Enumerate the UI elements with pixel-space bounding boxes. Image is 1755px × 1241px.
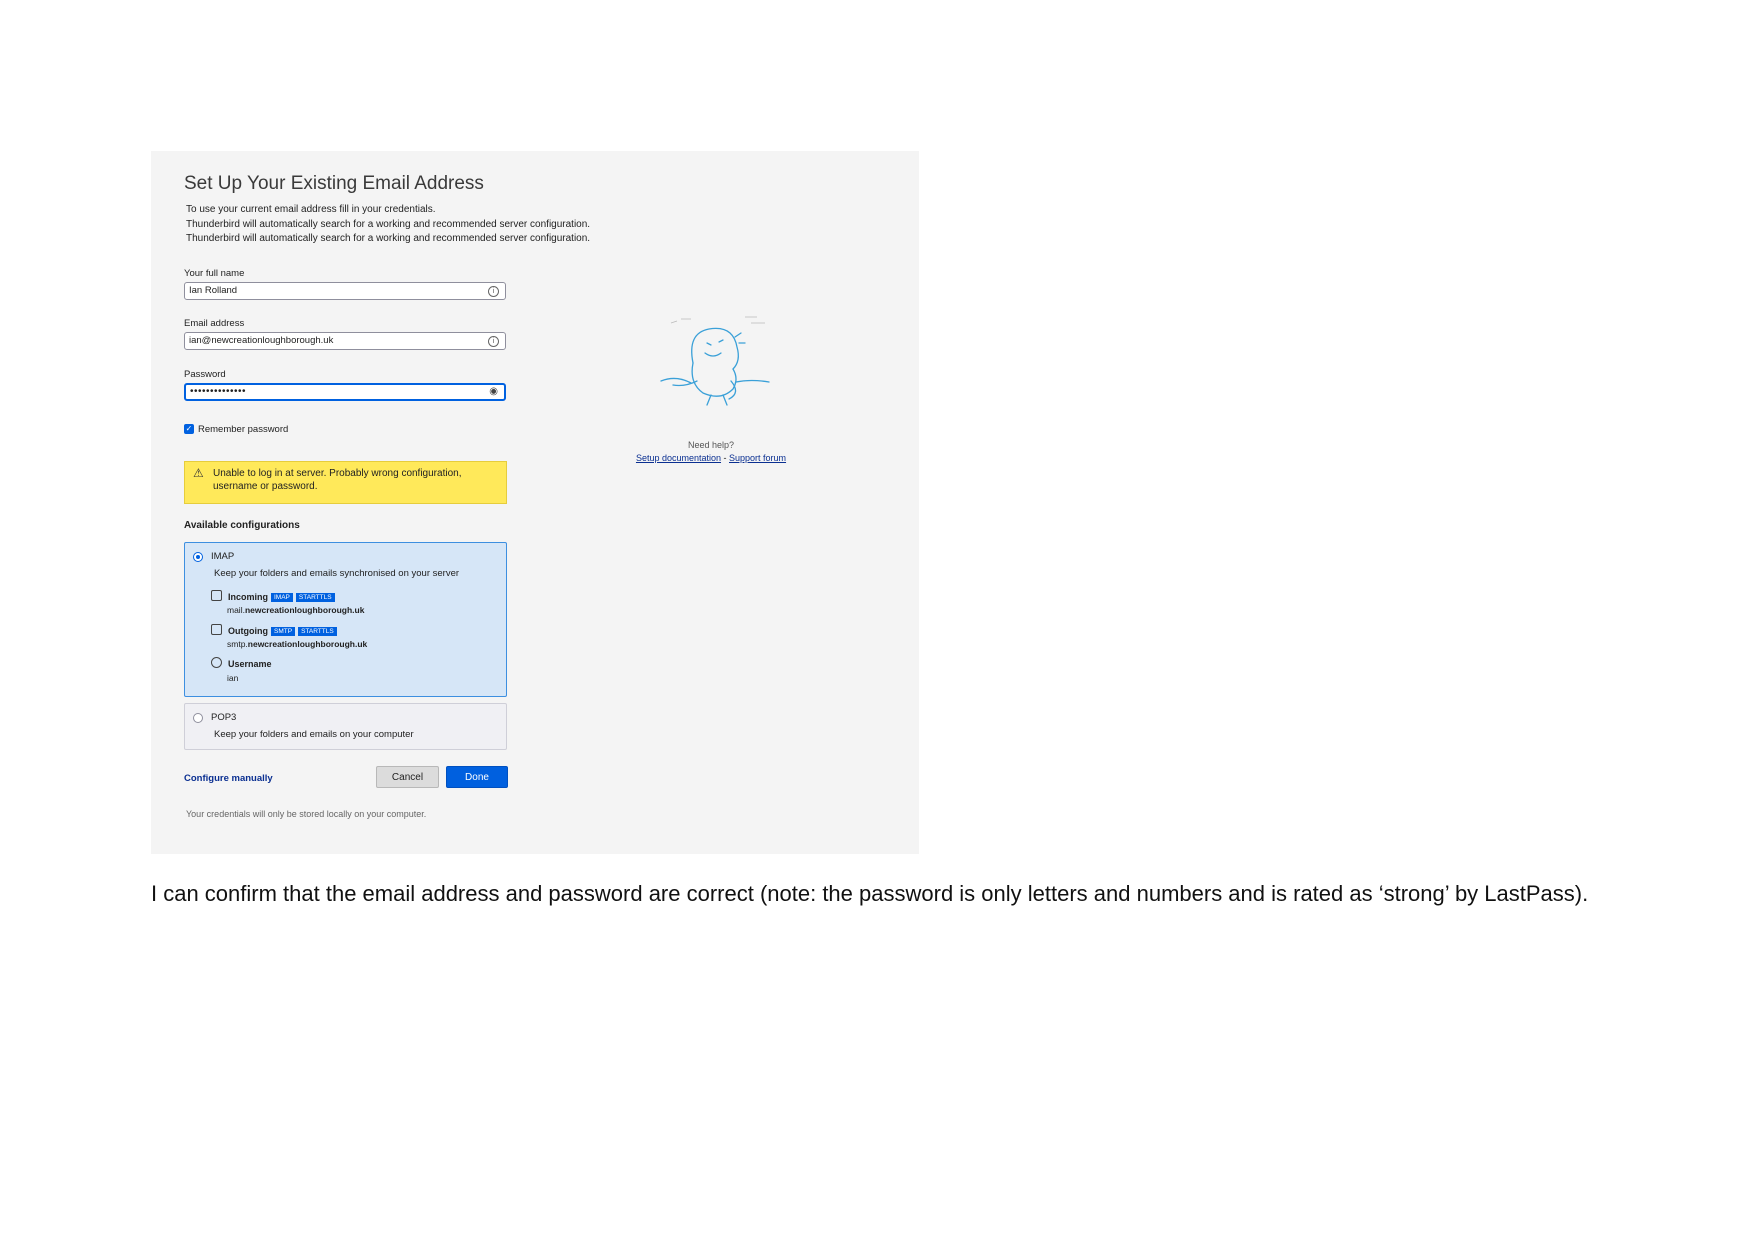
outgoing-server-icon <box>211 624 222 635</box>
incoming-label: Incoming <box>228 592 268 602</box>
incoming-host-prefix: mail. <box>227 605 245 615</box>
username-value: ian <box>227 673 239 683</box>
email-field[interactable] <box>184 332 506 350</box>
pop3-name: POP3 <box>211 712 237 723</box>
outgoing-row <box>211 624 337 636</box>
email-label: Email address <box>184 318 245 329</box>
intro-line: Thunderbird will automatically search for a working and recommended server configuration. <box>186 233 591 244</box>
intro-line: Thunderbird will automatically search for a working and recommended server configuration. <box>186 218 591 230</box>
incoming-host <box>227 605 364 615</box>
dialog-title: Set Up Your Existing Email Address <box>184 173 484 194</box>
outgoing-protocol-tag: SMTP <box>271 627 295 636</box>
incoming-server-icon <box>211 590 222 601</box>
email-value: ian@newcreationloughborough.uk <box>189 335 334 346</box>
outgoing-security-tag: STARTTLS <box>298 627 337 636</box>
need-help-text: Need help? <box>687 440 735 450</box>
done-button[interactable]: Done <box>446 766 508 788</box>
imap-name: IMAP <box>211 551 235 562</box>
show-password-icon[interactable]: ◉ <box>489 386 498 397</box>
thunderbird-mascot-illustration <box>641 303 781 413</box>
configure-manually-link[interactable]: Configure manually <box>184 773 273 784</box>
imap-description: Keep your folders and emails synchronised on your server <box>214 568 460 579</box>
credentials-note: Your credentials will only be stored locally on your computer. <box>186 809 427 819</box>
support-forum-link[interactable]: Support forum <box>729 453 787 463</box>
available-configurations-heading: Available configurations <box>184 520 300 531</box>
password-value: •••••••••••••• <box>190 386 247 397</box>
user-icon <box>211 657 222 668</box>
username-row <box>211 657 272 669</box>
remember-password-label: Remember password <box>198 424 289 435</box>
imap-radio[interactable] <box>193 552 203 562</box>
incoming-protocol-tag: IMAP <box>271 593 293 602</box>
full-name-label: Your full name <box>184 268 245 279</box>
password-field[interactable] <box>184 383 506 401</box>
username-label: Username <box>228 659 272 669</box>
remember-password-checkbox[interactable]: ✓ <box>185 424 193 434</box>
full-name-value: Ian Rolland <box>189 285 238 296</box>
pop3-radio[interactable] <box>193 713 203 723</box>
outgoing-label: Outgoing <box>228 626 268 636</box>
outgoing-host-prefix: smtp. <box>227 639 248 649</box>
thunderbird-setup-screenshot <box>151 151 919 854</box>
outgoing-host <box>227 639 367 649</box>
warning-text: Unable to log in at server. Probably wrong configuration, username or password. <box>213 468 462 492</box>
incoming-host-domain: newcreationloughborough.uk <box>244 605 365 615</box>
outgoing-host-domain: newcreationloughborough.uk <box>247 639 368 649</box>
info-icon: i <box>488 336 499 347</box>
pop3-description: Keep your folders and emails on your computer <box>214 729 414 740</box>
imap-option[interactable] <box>184 542 507 697</box>
incoming-row <box>211 590 335 602</box>
caption-text: I can confirm that the email address and password are correct (note: the password is only letters and numbers and is rated as ‘strong’ by LastPass). <box>151 881 1589 906</box>
incoming-security-tag: STARTTLS <box>296 593 335 602</box>
pop3-option[interactable] <box>184 703 507 750</box>
help-separator: - <box>721 453 730 463</box>
remember-password[interactable] <box>184 424 288 435</box>
full-name-field[interactable] <box>184 282 506 300</box>
password-label: Password <box>184 369 226 380</box>
intro-text <box>186 203 590 247</box>
cancel-button[interactable]: Cancel <box>376 766 439 788</box>
info-icon: i <box>488 286 499 297</box>
help-links <box>581 453 841 463</box>
setup-documentation-link[interactable]: Setup documentation <box>635 453 722 463</box>
login-warning <box>184 461 507 504</box>
intro-line: To use your current email address fill in your credentials. <box>186 204 436 215</box>
warning-icon: ⚠ <box>193 466 204 480</box>
